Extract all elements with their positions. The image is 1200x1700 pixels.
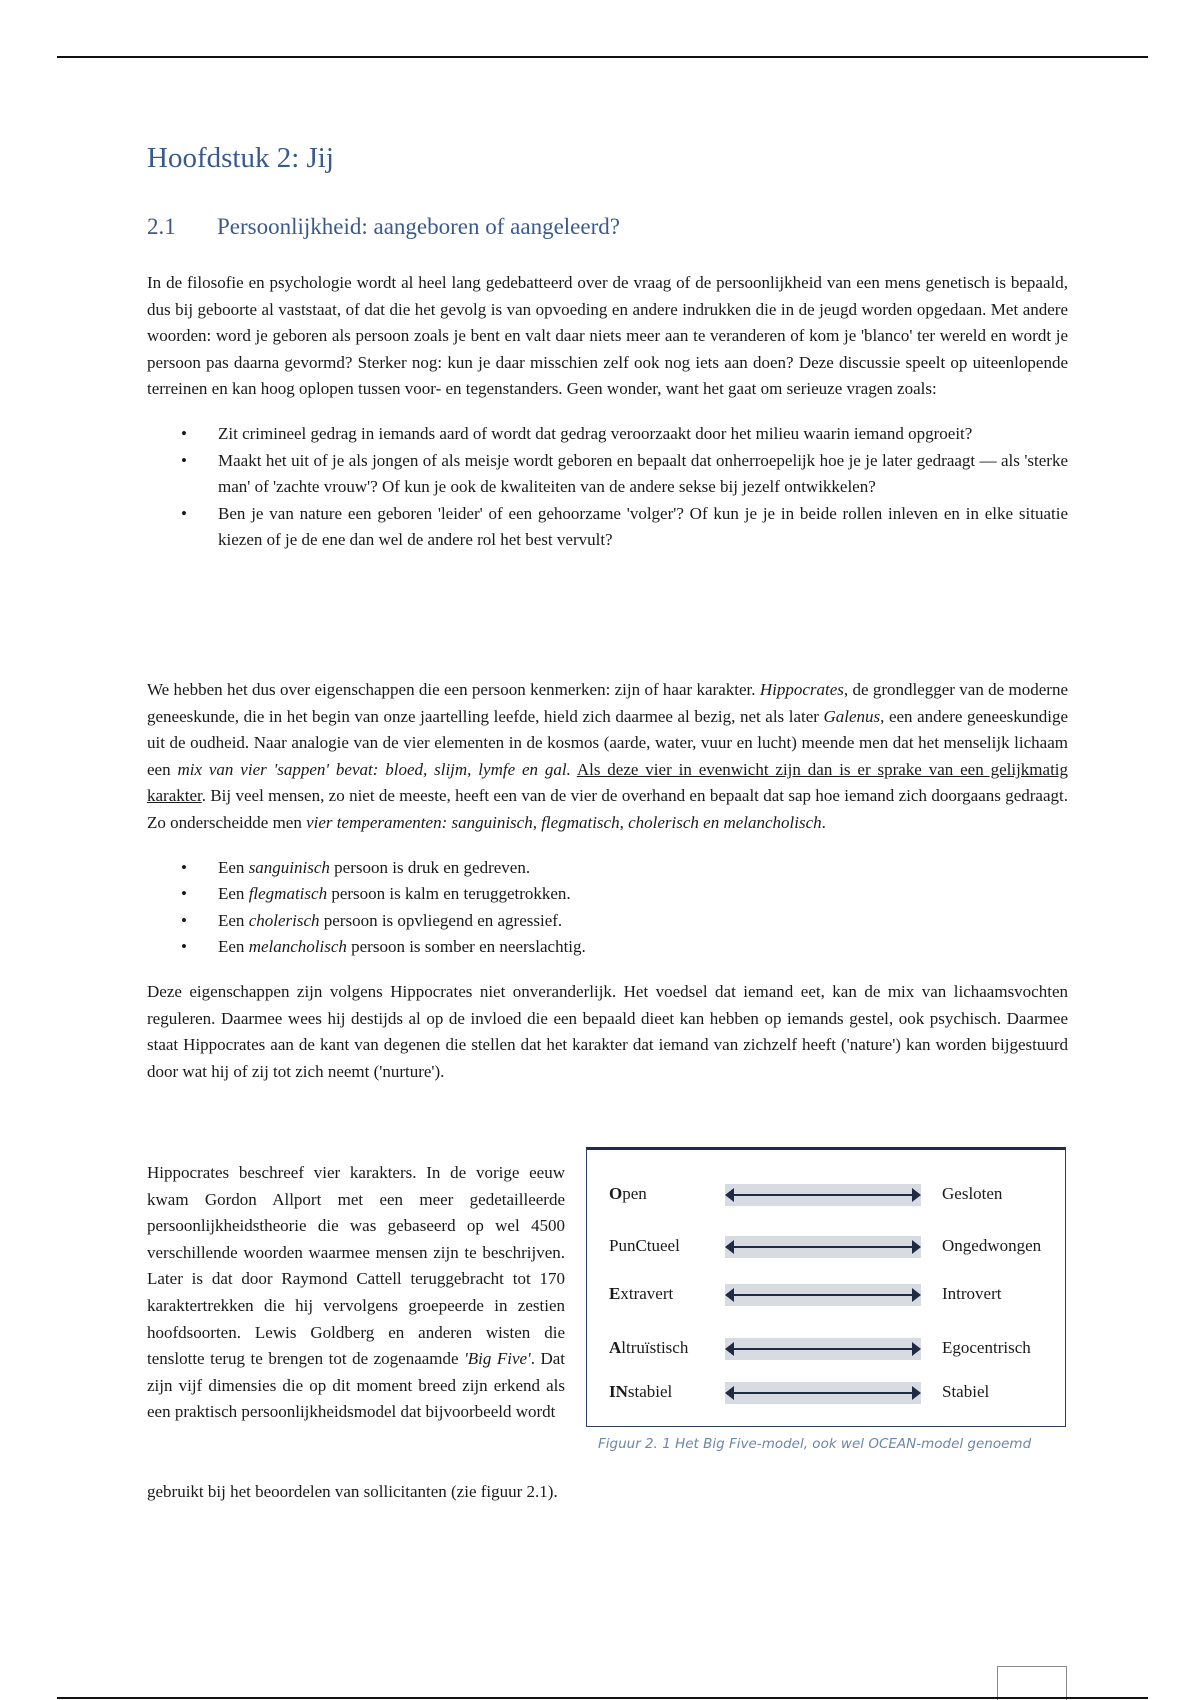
footer-rule: [57, 1697, 1148, 1699]
dimension-row: [587, 1232, 1065, 1262]
chapter-title: Hoofdstuk 2: Jij: [147, 142, 334, 174]
dimension-right-label: Gesloten: [942, 1184, 1003, 1203]
dimension-row: [587, 1180, 1065, 1210]
dimension-left-label: INstabiel: [609, 1382, 673, 1401]
list-item: • Ben je van nature een geboren 'leider' of een gehoorzame 'volger'? Of kun je je in beide rollen inleven en in elke situatie kiezen of je de ene dan wel de andere rol het best vervult?: [147, 501, 1068, 554]
paragraph-nature-nurture: Deze eigenschappen zijn volgens Hippocrates niet onveranderlijk. Het voedsel dat iemand eet, kan de mix van lichaamsvochten reguleren. Daarmee wees hij destijds al op de invloed die een bepaald dieet kan hebben op iemands gestel, ook psychisch. Daarmee staat Hippocrates aan de kant van degenen die stellen dat het karakter dat iemand van zichzelf heeft ('nature') kan worden bijgestuurd door wat hij of zij tot zich neemt ('nurture').: [147, 981, 1068, 1081]
dimension-right-label: Ongedwongen: [942, 1236, 1042, 1255]
body-temperaments: [147, 677, 1068, 1085]
paragraph-big-five-tail: gebruikt bij het beoordelen van sollicitanten (zie figuur 2.1).: [147, 1482, 558, 1501]
list-item: • Zit crimineel gedrag in iemands aard of wordt dat gedrag veroorzaakt door het milieu waarin iemand opgroeit?: [147, 421, 1068, 448]
list-item: • Maakt het uit of je als jongen of als meisje wordt geboren en bepaalt dat onherroepelijk hoe je je later gedraagt — als 'sterke man' of 'zachte vrouw'? Of kun je ook de kwaliteiten van de andere sekse bij jezelf ontwikkelen?: [147, 448, 1068, 501]
body-big-five: [147, 1160, 565, 1426]
dimension-row: [587, 1280, 1065, 1310]
double-arrow-icon: [725, 1338, 921, 1360]
temperaments-list: [147, 855, 1068, 961]
section-title: Persoonlijkheid: aangeboren of aangeleerd?: [217, 214, 620, 239]
section-number: 2.1: [147, 214, 176, 239]
dimension-right-label: Introvert: [942, 1284, 1002, 1303]
dimension-right-label: Egocentrisch: [942, 1338, 1031, 1357]
double-arrow-icon: [725, 1236, 921, 1258]
dimension-right-label: Stabiel: [942, 1382, 990, 1401]
double-arrow-icon: [725, 1382, 921, 1404]
dimension-left-label: Altruïstisch: [609, 1338, 689, 1357]
list-item: • Een melancholisch persoon is somber en neerslachtig.: [147, 934, 1068, 961]
figure-caption: Figuur 2. 1 Het Big Five-model, ook wel OCEAN-model genoemd: [598, 1436, 1032, 1452]
paragraph-big-five: Hippocrates beschreef vier karakters. In de vorige eeuw kwam Gordon Allport met een meer gedetailleerde persoonlijkheidstheorie die was gebaseerd op wel 4500 verschillende woorden waarmee mensen zijn te beschrijven. Later is dat door Raymond Cattell teruggebracht tot 170 karaktertrekken die hij vervolgens groepeerde in zestien hoofdsoorten. Lewis Goldberg en anderen wisten die tenslotte terug te brengen tot de zogenaamde 'Big Five'. Dat zijn vijf dimensies die op dit moment breed zijn erkend als een praktisch persoonlijkheidsmodel dat bijvoorbeeld wordt: [147, 1163, 565, 1422]
dimension-row: [587, 1334, 1065, 1364]
double-arrow-icon: [725, 1184, 921, 1206]
paragraph-intro: In de filosofie en psychologie wordt al heel lang gedebatteerd over de vraag of de persoonlijkheid van een mens genetisch is bepaald, dus bij geboorte al vaststaat, of dat die het gevolg is van opvoeding en andere indrukken die in de jeugd worden opgedaan. Met andere woorden: word je geboren als persoon zoals je bent en valt daar niets meer aan te veranderen of kom je 'blanco' ter wereld en wordt je persoon pas daarna gevormd? Sterker nog: kun je daar misschien zelf ook nog iets aan doen? Deze discussie speelt op uiteenlopende terreinen en kan hoog oplopen tussen voor- en tegenstanders. Geen wonder, want het gaat om serieuze vragen zoals:: [147, 273, 1068, 399]
dimension-left-label: PunCtueel: [609, 1236, 680, 1255]
dimension-left-label: Open: [609, 1184, 647, 1203]
list-item: • Een cholerisch persoon is opvliegend en agressief.: [147, 908, 1068, 935]
paragraph-temperaments: We hebben het dus over eigenschappen die een persoon kenmerken: zijn of haar karakter. Hippocrates, de grondlegger van de moderne geneeskunde, die in het begin van onze jaartelling leefde, hield zich daarmee al bezig, net als later Galenus, een andere geneeskundige uit de oudheid. Naar analogie van de vier elementen in de kosmos (aarde, water, vuur en lucht) meende men dat het menselijk lichaam een mix van vier 'sappen' bevat: bloed, slijm, lymfe en gal. Als deze vier in evenwicht zijn dan is er sprake van een gelijkmatig karakter. Bij veel mensen, zo niet de meeste, heeft een van de vier de overhand en bepaalt dat sap hoe iemand zich doorgaans gedraagt. Zo onderscheidde men vier temperamenten: sanguinisch, flegmatisch, cholerisch en melancholisch.: [147, 680, 1069, 832]
double-arrow-icon: [725, 1284, 921, 1306]
questions-list: [147, 421, 1068, 554]
big-five-figure: [586, 1147, 1066, 1427]
header-rule: [57, 56, 1148, 58]
body-intro: [147, 270, 1068, 554]
page-number-box: [997, 1666, 1067, 1700]
section-heading: [147, 214, 620, 240]
dimension-left-label: Extravert: [609, 1284, 674, 1303]
list-item: • Een flegmatisch persoon is kalm en teruggetrokken.: [147, 881, 1068, 908]
list-item: • Een sanguinisch persoon is druk en gedreven.: [147, 855, 1068, 882]
dimension-row: [587, 1378, 1065, 1408]
